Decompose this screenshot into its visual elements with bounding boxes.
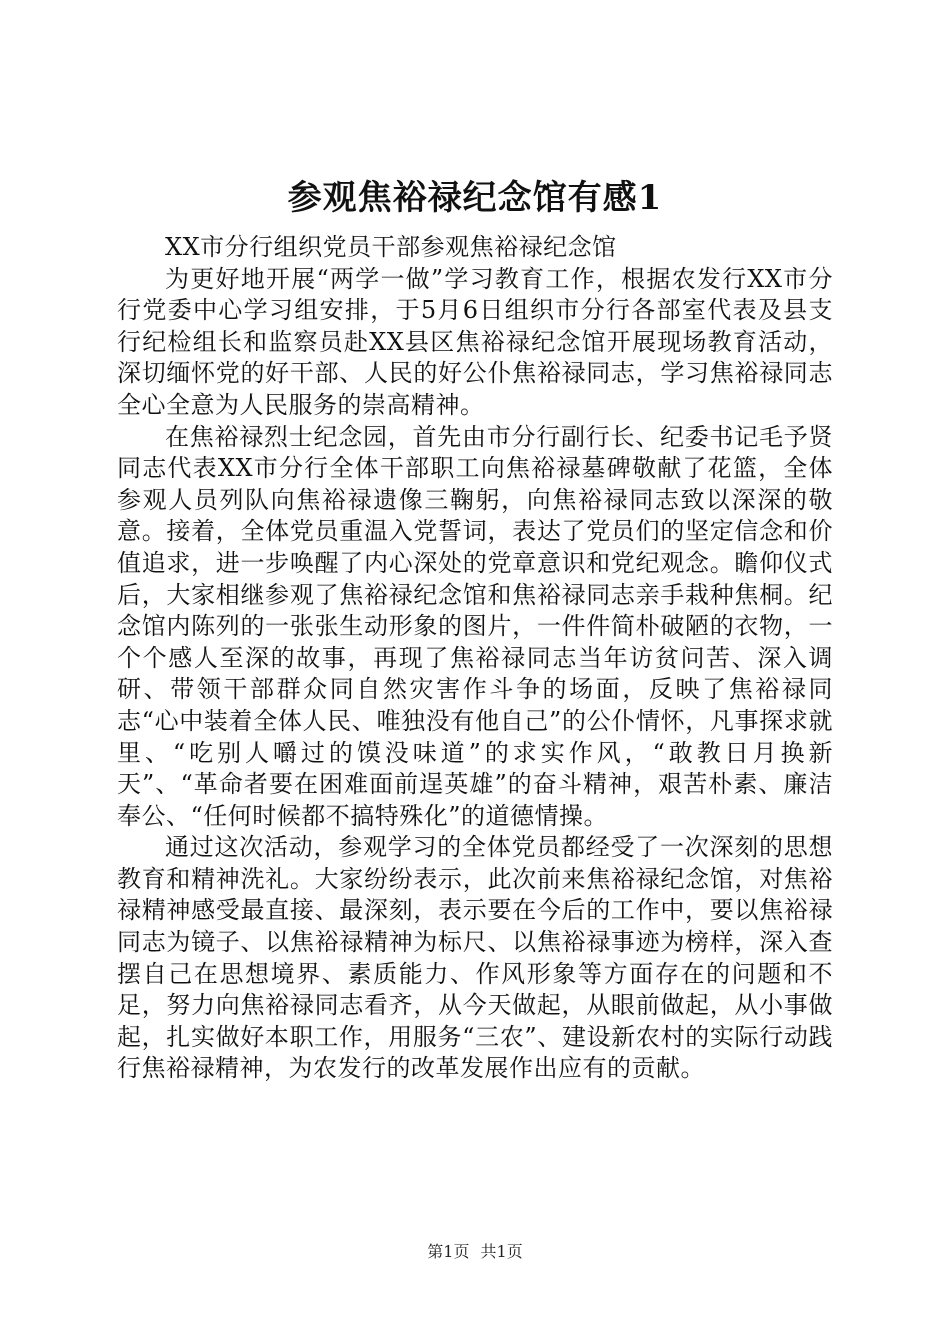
page-footer [0, 1242, 950, 1262]
page-total: 共1页 [480, 1242, 523, 1261]
paragraph-subtitle: XX市分行组织党员干部参观焦裕禄纪念馆 [165, 233, 617, 261]
paragraph-ceremony: 在焦裕禄烈士纪念园，首先由市分行副行长、纪委书记毛予贤同志代表XX市分行全体干部职工向焦裕禄墓碑敬献了花篮，全体参观人员列队向焦裕禄遗像三鞠躬，向焦裕禄同志致以深深的敬意。接着，全体党员重温入党誓词，表达了党员们的坚定信念和价值追求，进一步唤醒了内心深处的党章意识和党纪观念。瞻仰仪式后，大家相继参观了焦裕禄纪念馆和焦裕禄同志亲手栽种焦桐。纪念馆内陈列的一张张生动形象的图片，一件件简朴破陋的衣物，一个个感人至深的故事，再现了焦裕禄同志当年访贫问苦、深入调研、带领干部群众同自然灾害作斗争的场面，反映了焦裕禄同志“心中装着全体人民、唯独没有他自己”的公仆情怀，凡事探求就里、“吃别人嚼过的馍没味道”的求实作风，“敢教日月换新天”、“革命者要在困难面前逞英雄”的奋斗精神，艰苦朴素、廉洁奉公、“任何时候都不搞特殊化”的道德情操。 [117, 422, 833, 830]
paragraph-intro: 为更好地开展“两学一做”学习教育工作，根据农发行XX市分行党委中心学习组安排，于5月6日组织市分行各部室代表及县支行纪检组长和监察员赴XX县区焦裕禄纪念馆开展现场教育活动，深切缅怀党的好干部、人民的好公仆焦裕禄同志，学习焦裕禄同志全心全意为人民服务的崇高精神。 [117, 264, 833, 419]
document-body [117, 232, 833, 1085]
page-title: 参观焦裕禄纪念馆有感1 [287, 178, 663, 218]
paragraph-conclusion: 通过这次活动，参观学习的全体党员都经受了一次深刻的思想教育和精神洗礼。大家纷纷表示，此次前来焦裕禄纪念馆，对焦裕禄精神感受最直接、最深刻，表示要在今后的工作中，要以焦裕禄同志为镜子、以焦裕禄精神为标尺、以焦裕禄事迹为榜样，深入查摆自己在思想境界、素质能力、作风形象等方面存在的问题和不足，努力向焦裕禄同志看齐，从今天做起，从眼前做起，从小事做起，扎实做好本职工作，用服务“三农”、建设新农村的实际行动践行焦裕禄精神，为农发行的改革发展作出应有的贡献。 [117, 833, 833, 1083]
page-number: 第1页 [427, 1242, 470, 1261]
